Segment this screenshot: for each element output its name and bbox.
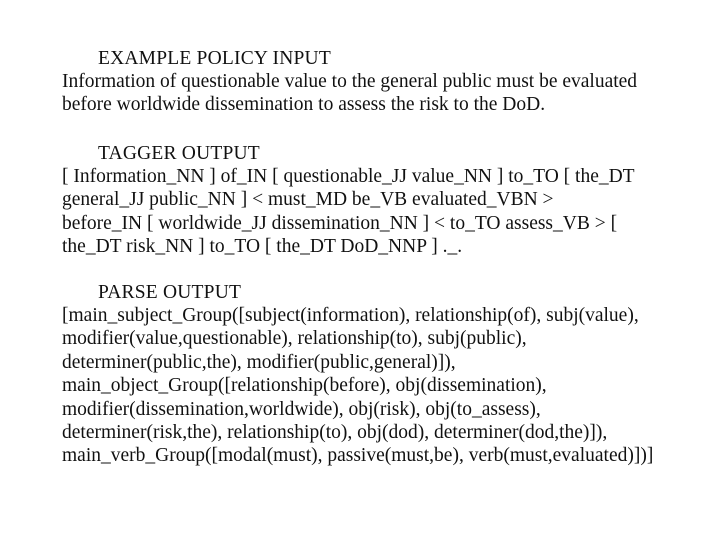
section-heading: TAGGER OUTPUT	[98, 143, 260, 164]
text-line: before_IN [ worldwide_JJ dissemination_NN ] < to_TO assess_VB > [	[62, 212, 618, 234]
text-line: Information of questionable value to the general public must be evaluated	[62, 71, 638, 92]
text-line: general_JJ public_NN ] < must_MD be_VB evaluated_VBN >	[62, 189, 554, 211]
text-line: modifier(dissemination,worldwide), obj(risk), obj(to_assess),	[62, 398, 541, 420]
text-line: main_verb_Group([modal(must), passive(must,be), verb(must,evaluated)])]	[62, 445, 654, 467]
section-heading: EXAMPLE POLICY INPUT	[98, 48, 331, 69]
text-line: [ Information_NN ] of_IN [ questionable_JJ value_NN ] to_TO [ the_DT	[62, 166, 635, 187]
text-line: [main_subject_Group([subject(information), relationship(of), subj(value),	[62, 305, 639, 326]
text-line: the_DT risk_NN ] to_TO [ the_DT DoD_NNP ] ._.	[62, 236, 463, 258]
text-line: determiner(public,the), modifier(public,general)]),	[62, 351, 456, 373]
text-line: before worldwide dissemination to assess the risk to the DoD.	[62, 94, 546, 116]
text-line: determiner(risk,the), relationship(to), obj(dod), determiner(dod,the)]),	[62, 422, 608, 444]
text-line: main_object_Group([relationship(before), obj(dissemination),	[62, 375, 547, 397]
parse-output-section	[0, 281, 720, 468]
text-line: modifier(value,questionable), relationship(to), subj(public),	[62, 328, 527, 350]
policy-input-section	[0, 47, 720, 117]
section-heading: PARSE OUTPUT	[98, 282, 242, 303]
tagger-output-section	[0, 142, 720, 259]
